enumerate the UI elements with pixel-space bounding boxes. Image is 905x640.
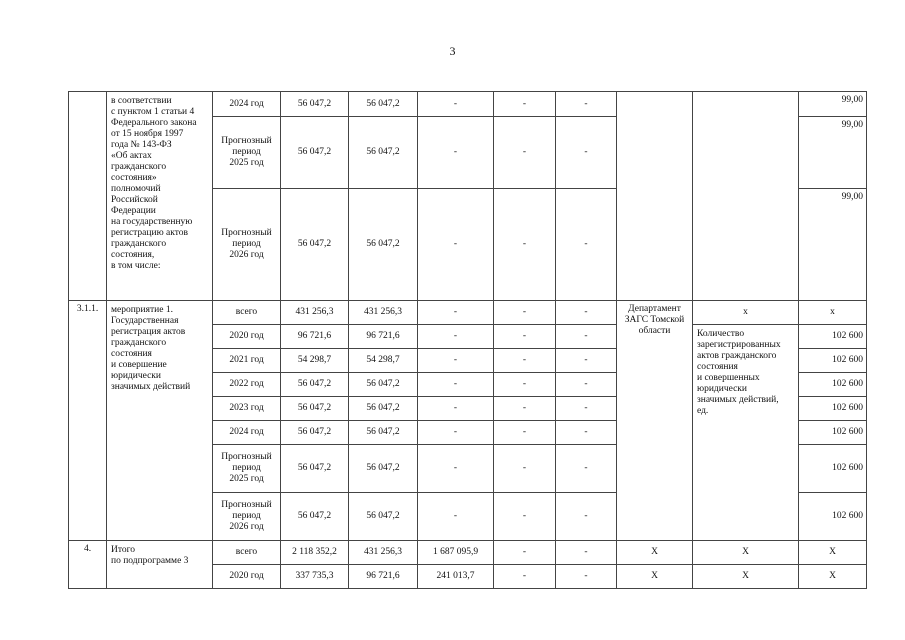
regional-budget-cell: - — [418, 325, 494, 349]
federal-budget-cell: 56 047,2 — [349, 445, 418, 493]
total-cell: 2 118 352,2 — [281, 541, 349, 565]
total-cell: 56 047,2 — [281, 117, 349, 189]
target-value-cell: 102 600 — [799, 397, 867, 421]
total-cell: 56 047,2 — [281, 493, 349, 541]
target-value-cell: 102 600 — [799, 349, 867, 373]
regional-budget-cell: - — [418, 421, 494, 445]
target-value-cell: 102 600 — [799, 421, 867, 445]
description-cell: мероприятие 1. Государственная регистрация актов гражданского состояния и совершение юридически значимых действий — [107, 301, 213, 541]
regional-budget-cell: - — [418, 92, 494, 117]
row-number-cell — [69, 92, 107, 301]
total-cell: 431 256,3 — [281, 301, 349, 325]
table-row — [69, 92, 867, 117]
extrabudgetary-cell: - — [556, 541, 617, 565]
target-value-cell: 102 600 — [799, 373, 867, 397]
federal-budget-cell: 96 721,6 — [349, 565, 418, 589]
total-cell: 56 047,2 — [281, 421, 349, 445]
total-cell: 56 047,2 — [281, 445, 349, 493]
period-cell: 2024 год — [213, 92, 281, 117]
period-cell: Прогнозный период 2026 год — [213, 493, 281, 541]
extrabudgetary-cell: - — [556, 301, 617, 325]
local-budget-cell: - — [494, 117, 556, 189]
row-number-cell: 3.1.1. — [69, 301, 107, 541]
period-cell: 2023 год — [213, 397, 281, 421]
federal-budget-cell: 96 721,6 — [349, 325, 418, 349]
period-cell: всего — [213, 301, 281, 325]
total-cell: 56 047,2 — [281, 92, 349, 117]
federal-budget-cell: 56 047,2 — [349, 493, 418, 541]
period-cell: 2020 год — [213, 565, 281, 589]
period-cell: 2020 год — [213, 325, 281, 349]
local-budget-cell: - — [494, 397, 556, 421]
target-value-cell: 102 600 — [799, 445, 867, 493]
executor-cell — [617, 92, 693, 301]
local-budget-cell: - — [494, 92, 556, 117]
executor-cell: Х — [617, 541, 693, 565]
extrabudgetary-cell: - — [556, 493, 617, 541]
local-budget-cell: - — [494, 301, 556, 325]
period-cell: 2022 год — [213, 373, 281, 397]
local-budget-cell: - — [494, 493, 556, 541]
regional-budget-cell: 241 013,7 — [418, 565, 494, 589]
indicator-description-cell: Количество зарегистрированных актов гражданского состояния и совершенных юридически значимых действий, ед. — [693, 325, 799, 541]
local-budget-cell: - — [494, 445, 556, 493]
regional-budget-cell: - — [418, 349, 494, 373]
local-budget-cell: - — [494, 349, 556, 373]
period-cell: Прогнозный период 2025 год — [213, 117, 281, 189]
local-budget-cell: - — [494, 325, 556, 349]
total-cell: 56 047,2 — [281, 373, 349, 397]
executor-cell: Департамент ЗАГС Томской области — [617, 301, 693, 541]
target-value-cell: 99,00 — [799, 189, 867, 301]
extrabudgetary-cell: - — [556, 565, 617, 589]
target-value-cell: 102 600 — [799, 325, 867, 349]
federal-budget-cell: 54 298,7 — [349, 349, 418, 373]
local-budget-cell: - — [494, 189, 556, 301]
federal-budget-cell: 56 047,2 — [349, 189, 418, 301]
extrabudgetary-cell: - — [556, 349, 617, 373]
federal-budget-cell: 56 047,2 — [349, 117, 418, 189]
target-value-cell: Х — [799, 565, 867, 589]
subprogram-table — [68, 91, 867, 589]
federal-budget-cell: 56 047,2 — [349, 397, 418, 421]
federal-budget-cell: 431 256,3 — [349, 541, 418, 565]
target-value-cell: 99,00 — [799, 117, 867, 189]
executor-cell: Х — [617, 565, 693, 589]
description-cell: Итого по подпрограмме 3 — [107, 541, 213, 589]
target-value-cell: 99,00 — [799, 92, 867, 117]
target-value-cell: 102 600 — [799, 493, 867, 541]
indicator-cell: х — [693, 301, 799, 325]
period-cell: всего — [213, 541, 281, 565]
regional-budget-cell: 1 687 095,9 — [418, 541, 494, 565]
regional-budget-cell: - — [418, 117, 494, 189]
federal-budget-cell: 56 047,2 — [349, 92, 418, 117]
local-budget-cell: - — [494, 373, 556, 397]
extrabudgetary-cell: - — [556, 397, 617, 421]
local-budget-cell: - — [494, 421, 556, 445]
extrabudgetary-cell: - — [556, 445, 617, 493]
regional-budget-cell: - — [418, 301, 494, 325]
total-cell: 56 047,2 — [281, 189, 349, 301]
total-cell: 56 047,2 — [281, 397, 349, 421]
indicator-cell — [693, 92, 799, 301]
total-cell: 337 735,3 — [281, 565, 349, 589]
period-cell: 2024 год — [213, 421, 281, 445]
period-cell: Прогнозный период 2026 год — [213, 189, 281, 301]
regional-budget-cell: - — [418, 189, 494, 301]
description-cell: в соответствии с пунктом 1 статьи 4 Федерального закона от 15 ноября 1997 года № 143-ФЗ «Об актах гражданского состояния» полномочий Российской Федерации на государственную регистрацию актов гражданского состояния, в том числе: — [107, 92, 213, 301]
page-number: 3 — [449, 44, 456, 58]
extrabudgetary-cell: - — [556, 421, 617, 445]
federal-budget-cell: 56 047,2 — [349, 373, 418, 397]
target-value-cell: Х — [799, 541, 867, 565]
regional-budget-cell: - — [418, 397, 494, 421]
local-budget-cell: - — [494, 565, 556, 589]
indicator-cell: Х — [693, 565, 799, 589]
table-row — [69, 541, 867, 565]
table-row — [69, 301, 867, 325]
total-cell: 96 721,6 — [281, 325, 349, 349]
target-value-cell: х — [799, 301, 867, 325]
regional-budget-cell: - — [418, 373, 494, 397]
federal-budget-cell: 56 047,2 — [349, 421, 418, 445]
local-budget-cell: - — [494, 541, 556, 565]
row-number-cell: 4. — [69, 541, 107, 589]
indicator-cell: Х — [693, 541, 799, 565]
period-cell: 2021 год — [213, 349, 281, 373]
extrabudgetary-cell: - — [556, 92, 617, 117]
total-cell: 54 298,7 — [281, 349, 349, 373]
extrabudgetary-cell: - — [556, 117, 617, 189]
extrabudgetary-cell: - — [556, 373, 617, 397]
regional-budget-cell: - — [418, 445, 494, 493]
regional-budget-cell: - — [418, 493, 494, 541]
period-cell: Прогнозный период 2025 год — [213, 445, 281, 493]
extrabudgetary-cell: - — [556, 325, 617, 349]
extrabudgetary-cell: - — [556, 189, 617, 301]
federal-budget-cell: 431 256,3 — [349, 301, 418, 325]
